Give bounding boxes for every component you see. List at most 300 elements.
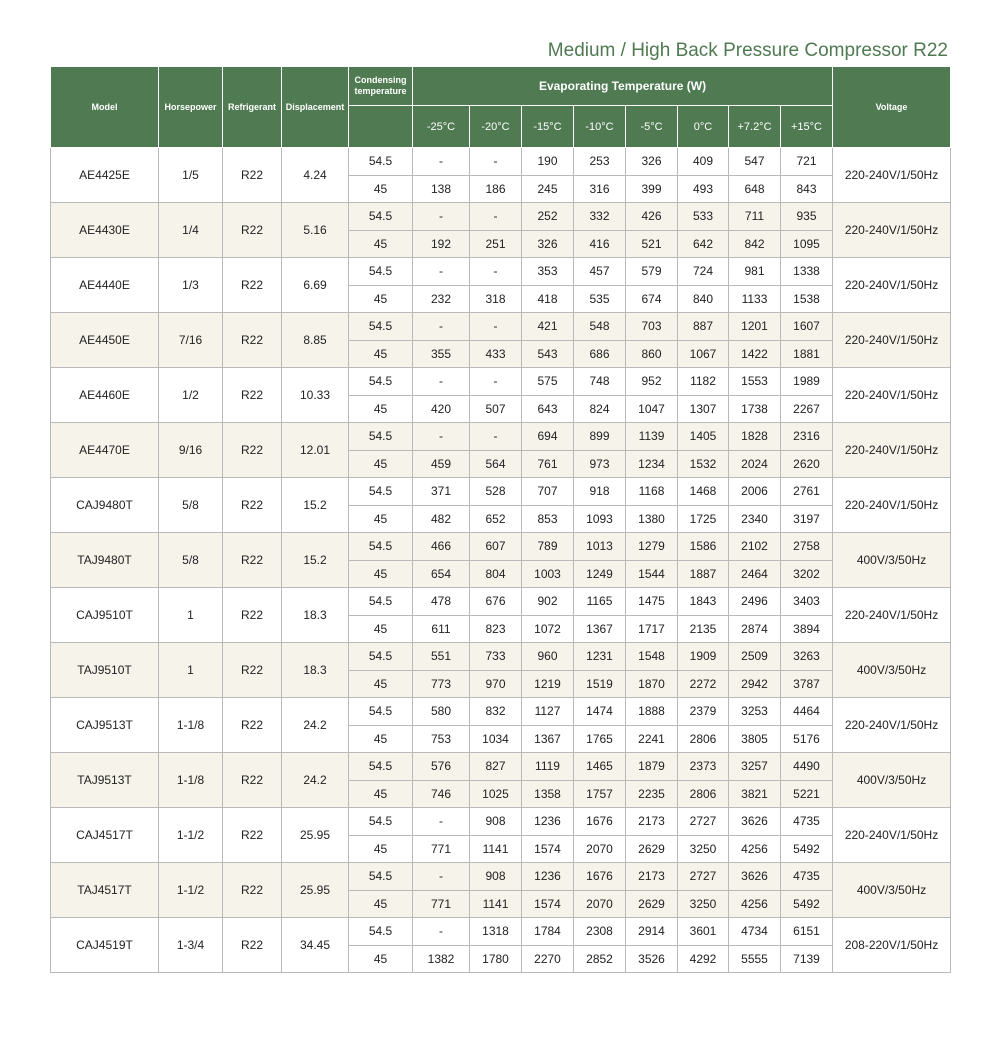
capacity-cell: 507 — [470, 395, 522, 423]
capacity-cell: 1318 — [470, 918, 522, 946]
capacity-cell: 493 — [678, 175, 729, 203]
condensing-cell: 54.5 — [349, 533, 413, 561]
condensing-cell: 45 — [349, 395, 413, 423]
capacity-cell: 823 — [470, 615, 522, 643]
voltage-cell: 220-240V/1/50Hz — [833, 478, 951, 533]
compressor-spec-table — [50, 66, 951, 973]
capacity-cell: 1141 — [470, 835, 522, 863]
capacity-cell: 902 — [522, 588, 574, 616]
capacity-cell: 724 — [678, 258, 729, 286]
capacity-cell: 3894 — [781, 615, 833, 643]
capacity-cell: 1367 — [522, 725, 574, 753]
voltage-cell: 400V/3/50Hz — [833, 753, 951, 808]
capacity-cell: 4256 — [729, 835, 781, 863]
capacity-cell: 1422 — [729, 340, 781, 368]
condensing-cell: 45 — [349, 780, 413, 808]
model-cell: AE4460E — [51, 368, 159, 423]
capacity-cell: 748 — [574, 368, 626, 396]
capacity-cell: 521 — [626, 230, 678, 258]
capacity-cell: 648 — [729, 175, 781, 203]
capacity-cell: 1405 — [678, 423, 729, 451]
condensing-cell: 54.5 — [349, 423, 413, 451]
table-row — [51, 808, 951, 836]
condensing-cell: 54.5 — [349, 203, 413, 231]
table-row — [51, 588, 951, 616]
capacity-cell: 1717 — [626, 615, 678, 643]
voltage-cell: 220-240V/1/50Hz — [833, 698, 951, 753]
header-condensing-line2: temperature — [354, 86, 407, 96]
refrigerant-cell: R22 — [223, 258, 282, 313]
header-temp: -10°C — [574, 106, 626, 148]
capacity-cell: 466 — [413, 533, 470, 561]
capacity-cell: 1358 — [522, 780, 574, 808]
capacity-cell: 899 — [574, 423, 626, 451]
capacity-cell: 1553 — [729, 368, 781, 396]
capacity-cell: 1279 — [626, 533, 678, 561]
capacity-cell: - — [470, 148, 522, 176]
capacity-cell: 1307 — [678, 395, 729, 423]
capacity-cell: 478 — [413, 588, 470, 616]
capacity-cell: 4490 — [781, 753, 833, 781]
capacity-cell: 2761 — [781, 478, 833, 506]
capacity-cell: 4256 — [729, 890, 781, 918]
capacity-cell: 840 — [678, 285, 729, 313]
capacity-cell: 2496 — [729, 588, 781, 616]
capacity-cell: 3197 — [781, 505, 833, 533]
capacity-cell: 1201 — [729, 313, 781, 341]
capacity-cell: 1047 — [626, 395, 678, 423]
capacity-cell: 761 — [522, 450, 574, 478]
model-cell: AE4440E — [51, 258, 159, 313]
capacity-cell: 1182 — [678, 368, 729, 396]
capacity-cell: 918 — [574, 478, 626, 506]
capacity-cell: 2316 — [781, 423, 833, 451]
capacity-cell: 245 — [522, 175, 574, 203]
capacity-cell: 2173 — [626, 863, 678, 891]
capacity-cell: 970 — [470, 670, 522, 698]
displacement-cell: 18.3 — [282, 588, 349, 643]
table-row — [51, 643, 951, 671]
capacity-cell: 1072 — [522, 615, 574, 643]
table-row — [51, 863, 951, 891]
voltage-cell: 400V/3/50Hz — [833, 533, 951, 588]
capacity-cell: 316 — [574, 175, 626, 203]
capacity-cell: 1538 — [781, 285, 833, 313]
condensing-cell: 45 — [349, 835, 413, 863]
capacity-cell: 3626 — [729, 808, 781, 836]
capacity-cell: 528 — [470, 478, 522, 506]
table-row — [51, 918, 951, 946]
header-condensing-temperature — [349, 67, 413, 106]
condensing-cell: 54.5 — [349, 148, 413, 176]
capacity-cell: 2173 — [626, 808, 678, 836]
capacity-cell: 3263 — [781, 643, 833, 671]
condensing-cell: 54.5 — [349, 698, 413, 726]
capacity-cell: 2852 — [574, 945, 626, 973]
capacity-cell: 789 — [522, 533, 574, 561]
capacity-cell: 1574 — [522, 835, 574, 863]
capacity-cell: 1095 — [781, 230, 833, 258]
horsepower-cell: 5/8 — [159, 478, 223, 533]
capacity-cell: 1133 — [729, 285, 781, 313]
capacity-cell: 887 — [678, 313, 729, 341]
capacity-cell: 1881 — [781, 340, 833, 368]
voltage-cell: 400V/3/50Hz — [833, 863, 951, 918]
horsepower-cell: 9/16 — [159, 423, 223, 478]
capacity-cell: 2914 — [626, 918, 678, 946]
model-cell: TAJ9513T — [51, 753, 159, 808]
condensing-cell: 45 — [349, 890, 413, 918]
capacity-cell: 5221 — [781, 780, 833, 808]
capacity-cell: 674 — [626, 285, 678, 313]
capacity-cell: 1532 — [678, 450, 729, 478]
refrigerant-cell: R22 — [223, 368, 282, 423]
capacity-cell: 426 — [626, 203, 678, 231]
capacity-cell: 1676 — [574, 808, 626, 836]
capacity-cell: 399 — [626, 175, 678, 203]
capacity-cell: 771 — [413, 835, 470, 863]
capacity-cell: 2727 — [678, 808, 729, 836]
capacity-cell: 3202 — [781, 560, 833, 588]
capacity-cell: 371 — [413, 478, 470, 506]
capacity-cell: 2272 — [678, 670, 729, 698]
horsepower-cell: 1-3/4 — [159, 918, 223, 973]
capacity-cell: 1034 — [470, 725, 522, 753]
model-cell: TAJ9510T — [51, 643, 159, 698]
capacity-cell: 611 — [413, 615, 470, 643]
capacity-cell: 482 — [413, 505, 470, 533]
capacity-cell: 326 — [522, 230, 574, 258]
capacity-cell: 457 — [574, 258, 626, 286]
capacity-cell: 2340 — [729, 505, 781, 533]
header-condensing-line1: Condensing — [354, 75, 407, 85]
capacity-cell: 1013 — [574, 533, 626, 561]
condensing-cell: 54.5 — [349, 643, 413, 671]
header-horsepower: Horsepower — [159, 67, 223, 148]
capacity-cell: 1249 — [574, 560, 626, 588]
condensing-cell: 45 — [349, 505, 413, 533]
condensing-cell: 45 — [349, 945, 413, 973]
capacity-cell: 1544 — [626, 560, 678, 588]
capacity-cell: 1382 — [413, 945, 470, 973]
header-evaporating-temperature: Evaporating Temperature (W) — [413, 67, 833, 106]
capacity-cell: 1519 — [574, 670, 626, 698]
model-cell: CAJ4519T — [51, 918, 159, 973]
capacity-cell: - — [413, 863, 470, 891]
table-row — [51, 148, 951, 176]
refrigerant-cell: R22 — [223, 588, 282, 643]
capacity-cell: 2629 — [626, 890, 678, 918]
capacity-cell: 1465 — [574, 753, 626, 781]
voltage-cell: 220-240V/1/50Hz — [833, 423, 951, 478]
capacity-cell: 2070 — [574, 835, 626, 863]
condensing-cell: 45 — [349, 615, 413, 643]
capacity-cell: 2509 — [729, 643, 781, 671]
capacity-cell: 409 — [678, 148, 729, 176]
capacity-cell: 1067 — [678, 340, 729, 368]
capacity-cell: 232 — [413, 285, 470, 313]
capacity-cell: - — [413, 148, 470, 176]
capacity-cell: 433 — [470, 340, 522, 368]
capacity-cell: 853 — [522, 505, 574, 533]
model-cell: CAJ9480T — [51, 478, 159, 533]
capacity-cell: 355 — [413, 340, 470, 368]
voltage-cell: 220-240V/1/50Hz — [833, 368, 951, 423]
voltage-cell: 220-240V/1/50Hz — [833, 313, 951, 368]
condensing-cell: 54.5 — [349, 588, 413, 616]
capacity-cell: 416 — [574, 230, 626, 258]
capacity-cell: 2758 — [781, 533, 833, 561]
capacity-cell: 804 — [470, 560, 522, 588]
capacity-cell: 843 — [781, 175, 833, 203]
capacity-cell: 707 — [522, 478, 574, 506]
capacity-cell: 981 — [729, 258, 781, 286]
capacity-cell: 318 — [470, 285, 522, 313]
capacity-cell: 421 — [522, 313, 574, 341]
condensing-cell: 54.5 — [349, 808, 413, 836]
condensing-cell: 54.5 — [349, 313, 413, 341]
condensing-cell: 54.5 — [349, 478, 413, 506]
voltage-cell: 220-240V/1/50Hz — [833, 808, 951, 863]
capacity-cell: 686 — [574, 340, 626, 368]
header-temp: +7.2°C — [729, 106, 781, 148]
displacement-cell: 25.95 — [282, 863, 349, 918]
capacity-cell: 753 — [413, 725, 470, 753]
displacement-cell: 12.01 — [282, 423, 349, 478]
capacity-cell: 2235 — [626, 780, 678, 808]
capacity-cell: 3253 — [729, 698, 781, 726]
capacity-cell: 935 — [781, 203, 833, 231]
capacity-cell: 4735 — [781, 863, 833, 891]
horsepower-cell: 1-1/2 — [159, 863, 223, 918]
capacity-cell: 1231 — [574, 643, 626, 671]
voltage-cell: 220-240V/1/50Hz — [833, 588, 951, 643]
condensing-cell: 54.5 — [349, 258, 413, 286]
condensing-cell: 45 — [349, 340, 413, 368]
capacity-cell: 5555 — [729, 945, 781, 973]
capacity-cell: 960 — [522, 643, 574, 671]
horsepower-cell: 1/3 — [159, 258, 223, 313]
capacity-cell: 2806 — [678, 780, 729, 808]
capacity-cell: 1888 — [626, 698, 678, 726]
capacity-cell: 2024 — [729, 450, 781, 478]
capacity-cell: 1165 — [574, 588, 626, 616]
capacity-cell: 4464 — [781, 698, 833, 726]
model-cell: AE4430E — [51, 203, 159, 258]
horsepower-cell: 1/4 — [159, 203, 223, 258]
refrigerant-cell: R22 — [223, 533, 282, 588]
capacity-cell: 721 — [781, 148, 833, 176]
capacity-cell: 1093 — [574, 505, 626, 533]
horsepower-cell: 1-1/8 — [159, 753, 223, 808]
capacity-cell: - — [413, 918, 470, 946]
model-cell: CAJ9510T — [51, 588, 159, 643]
capacity-cell: 1119 — [522, 753, 574, 781]
capacity-cell: - — [470, 423, 522, 451]
refrigerant-cell: R22 — [223, 203, 282, 258]
table-row — [51, 258, 951, 286]
condensing-cell: 54.5 — [349, 918, 413, 946]
capacity-cell: 1870 — [626, 670, 678, 698]
table-body — [51, 148, 951, 973]
capacity-cell: 3250 — [678, 890, 729, 918]
condensing-cell: 54.5 — [349, 863, 413, 891]
displacement-cell: 15.2 — [282, 478, 349, 533]
capacity-cell: 580 — [413, 698, 470, 726]
capacity-cell: 3601 — [678, 918, 729, 946]
capacity-cell: 3250 — [678, 835, 729, 863]
model-cell: AE4425E — [51, 148, 159, 203]
refrigerant-cell: R22 — [223, 423, 282, 478]
capacity-cell: - — [413, 423, 470, 451]
refrigerant-cell: R22 — [223, 643, 282, 698]
capacity-cell: 1168 — [626, 478, 678, 506]
capacity-cell: 773 — [413, 670, 470, 698]
horsepower-cell: 1-1/2 — [159, 808, 223, 863]
capacity-cell: 1003 — [522, 560, 574, 588]
capacity-cell: 535 — [574, 285, 626, 313]
voltage-cell: 208-220V/1/50Hz — [833, 918, 951, 973]
table-row — [51, 368, 951, 396]
header-refrigerant: Refrigerant — [223, 67, 282, 148]
model-cell: AE4470E — [51, 423, 159, 478]
capacity-cell: 643 — [522, 395, 574, 423]
capacity-cell: 551 — [413, 643, 470, 671]
capacity-cell: 652 — [470, 505, 522, 533]
capacity-cell: 1127 — [522, 698, 574, 726]
capacity-cell: - — [413, 368, 470, 396]
capacity-cell: 908 — [470, 808, 522, 836]
capacity-cell: 2379 — [678, 698, 729, 726]
condensing-cell: 45 — [349, 450, 413, 478]
table-row — [51, 698, 951, 726]
capacity-cell: - — [413, 313, 470, 341]
capacity-cell: 332 — [574, 203, 626, 231]
refrigerant-cell: R22 — [223, 478, 282, 533]
header-condensing-blank — [349, 106, 413, 148]
capacity-cell: 1828 — [729, 423, 781, 451]
capacity-cell: 1234 — [626, 450, 678, 478]
capacity-cell: 353 — [522, 258, 574, 286]
condensing-cell: 45 — [349, 560, 413, 588]
capacity-cell: 3526 — [626, 945, 678, 973]
displacement-cell: 34.45 — [282, 918, 349, 973]
capacity-cell: 1989 — [781, 368, 833, 396]
displacement-cell: 15.2 — [282, 533, 349, 588]
capacity-cell: 1879 — [626, 753, 678, 781]
table-row — [51, 533, 951, 561]
capacity-cell: 1338 — [781, 258, 833, 286]
capacity-cell: 2464 — [729, 560, 781, 588]
capacity-cell: 771 — [413, 890, 470, 918]
capacity-cell: 908 — [470, 863, 522, 891]
capacity-cell: 3821 — [729, 780, 781, 808]
capacity-cell: 952 — [626, 368, 678, 396]
capacity-cell: 2006 — [729, 478, 781, 506]
capacity-cell: 694 — [522, 423, 574, 451]
capacity-cell: 418 — [522, 285, 574, 313]
capacity-cell: - — [413, 258, 470, 286]
header-temp: -25°C — [413, 106, 470, 148]
capacity-cell: 1141 — [470, 890, 522, 918]
refrigerant-cell: R22 — [223, 148, 282, 203]
capacity-cell: 533 — [678, 203, 729, 231]
capacity-cell: 1586 — [678, 533, 729, 561]
capacity-cell: 654 — [413, 560, 470, 588]
capacity-cell: 548 — [574, 313, 626, 341]
capacity-cell: 746 — [413, 780, 470, 808]
capacity-cell: 138 — [413, 175, 470, 203]
capacity-cell: 3403 — [781, 588, 833, 616]
header-temp: -15°C — [522, 106, 574, 148]
capacity-cell: 1725 — [678, 505, 729, 533]
capacity-cell: 2102 — [729, 533, 781, 561]
capacity-cell: 6151 — [781, 918, 833, 946]
capacity-cell: 1887 — [678, 560, 729, 588]
model-cell: AE4450E — [51, 313, 159, 368]
capacity-cell: 192 — [413, 230, 470, 258]
displacement-cell: 4.24 — [282, 148, 349, 203]
table-row — [51, 313, 951, 341]
capacity-cell: 190 — [522, 148, 574, 176]
capacity-cell: 1843 — [678, 588, 729, 616]
horsepower-cell: 1/2 — [159, 368, 223, 423]
capacity-cell: 842 — [729, 230, 781, 258]
page-title: Medium / High Back Pressure Compressor R22 — [547, 40, 948, 61]
capacity-cell: 575 — [522, 368, 574, 396]
refrigerant-cell: R22 — [223, 808, 282, 863]
model-cell: TAJ9480T — [51, 533, 159, 588]
displacement-cell: 18.3 — [282, 643, 349, 698]
refrigerant-cell: R22 — [223, 698, 282, 753]
capacity-cell: 2620 — [781, 450, 833, 478]
capacity-cell: 4292 — [678, 945, 729, 973]
capacity-cell: 2308 — [574, 918, 626, 946]
condensing-cell: 54.5 — [349, 753, 413, 781]
horsepower-cell: 1/5 — [159, 148, 223, 203]
displacement-cell: 6.69 — [282, 258, 349, 313]
capacity-cell: 2373 — [678, 753, 729, 781]
voltage-cell: 400V/3/50Hz — [833, 643, 951, 698]
displacement-cell: 25.95 — [282, 808, 349, 863]
capacity-cell: 1676 — [574, 863, 626, 891]
capacity-cell: 1219 — [522, 670, 574, 698]
capacity-cell: 1738 — [729, 395, 781, 423]
capacity-cell: 3257 — [729, 753, 781, 781]
capacity-cell: 7139 — [781, 945, 833, 973]
capacity-cell: 642 — [678, 230, 729, 258]
capacity-cell: 4734 — [729, 918, 781, 946]
capacity-cell: 543 — [522, 340, 574, 368]
table-row — [51, 753, 951, 781]
header-temp: +15°C — [781, 106, 833, 148]
capacity-cell: 2070 — [574, 890, 626, 918]
capacity-cell: 5176 — [781, 725, 833, 753]
displacement-cell: 24.2 — [282, 698, 349, 753]
model-cell: CAJ9513T — [51, 698, 159, 753]
capacity-cell: 1765 — [574, 725, 626, 753]
capacity-cell: 824 — [574, 395, 626, 423]
capacity-cell: 5492 — [781, 890, 833, 918]
capacity-cell: 326 — [626, 148, 678, 176]
displacement-cell: 8.85 — [282, 313, 349, 368]
capacity-cell: 2942 — [729, 670, 781, 698]
capacity-cell: 547 — [729, 148, 781, 176]
horsepower-cell: 5/8 — [159, 533, 223, 588]
capacity-cell: 1757 — [574, 780, 626, 808]
capacity-cell: 4735 — [781, 808, 833, 836]
voltage-cell: 220-240V/1/50Hz — [833, 148, 951, 203]
